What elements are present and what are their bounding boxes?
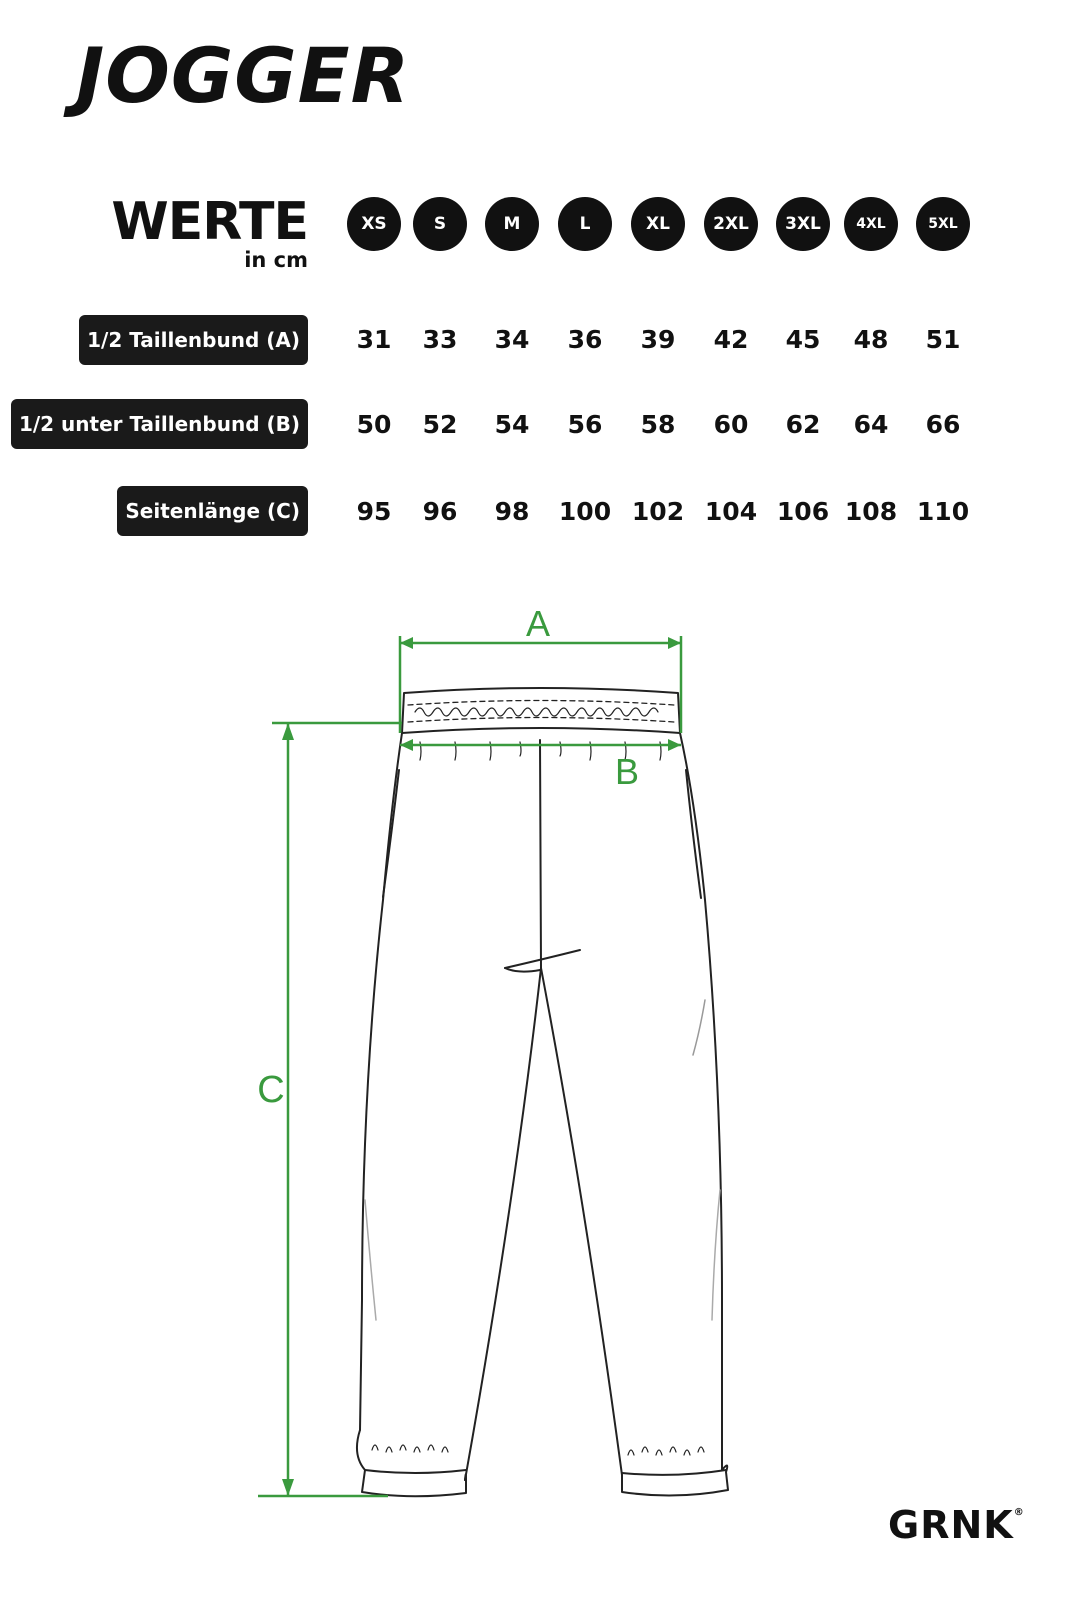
table-cell: 95 [356,497,392,526]
table-cell: 104 [704,497,758,526]
size-badge-xl: XL [631,197,685,251]
table-cell: 48 [853,325,889,354]
table-cell: 54 [494,410,530,439]
registered-mark: ® [1013,1507,1024,1518]
values-label: WERTE [111,192,308,252]
table-cell: 64 [853,410,889,439]
table-cell: 108 [844,497,898,526]
table-cell: 31 [356,325,392,354]
table-cell: 60 [713,410,749,439]
label-b: B [614,751,640,792]
size-badge-xs: XS [347,197,401,251]
table-cell: 42 [713,325,749,354]
table-cell: 98 [494,497,530,526]
page-title: JOGGER [76,31,411,120]
row-label-below-waist: 1/2 unter Taillenbund (B) [11,399,308,449]
table-cell: 36 [567,325,603,354]
size-badge-s: S [413,197,467,251]
table-cell: 106 [776,497,830,526]
size-badge-4xl: 4XL [844,197,898,251]
table-cell: 62 [785,410,821,439]
table-cell: 110 [916,497,970,526]
size-badge-m: M [485,197,539,251]
table-cell: 66 [925,410,961,439]
size-badge-l: L [558,197,612,251]
table-cell: 102 [631,497,685,526]
label-a: A [525,603,551,644]
table-cell: 33 [422,325,458,354]
table-cell: 39 [640,325,676,354]
table-cell: 45 [785,325,821,354]
table-cell: 51 [925,325,961,354]
table-cell: 50 [356,410,392,439]
size-badge-5xl: 5XL [916,197,970,251]
row-label-waist: 1/2 Taillenbund (A) [79,315,308,365]
table-cell: 34 [494,325,530,354]
size-badge-2xl: 2XL [704,197,758,251]
table-cell: 58 [640,410,676,439]
table-cell: 52 [422,410,458,439]
brand-logo [888,1503,1024,1547]
size-badge-3xl: 3XL [776,197,830,251]
pants-outline [357,688,728,1496]
unit-label: in cm [244,248,308,272]
label-c: C [257,1069,285,1111]
row-label-side-length: Seitenlänge (C) [117,486,308,536]
table-cell: 56 [567,410,603,439]
table-cell: 100 [558,497,612,526]
table-cell: 96 [422,497,458,526]
logo-text: GRNK [888,1503,1014,1547]
